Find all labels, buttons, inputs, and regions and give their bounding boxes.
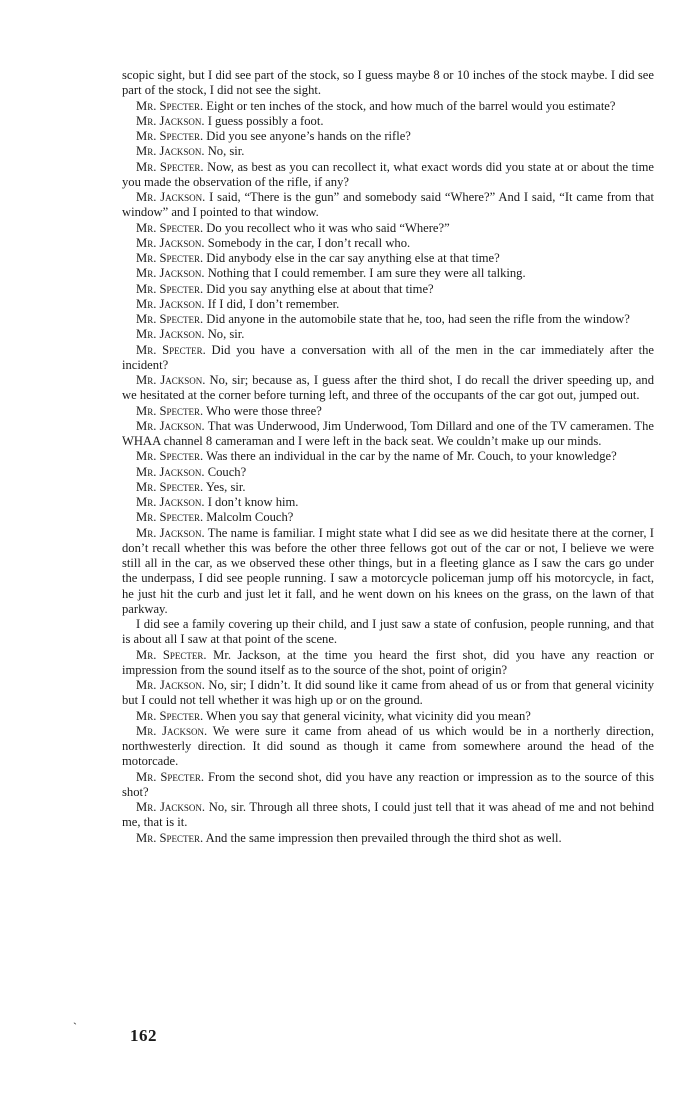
paragraph-text: Somebody in the car, I don’t recall who. xyxy=(204,235,411,250)
testimony-paragraph xyxy=(122,266,654,281)
speaker-name: Mr. Jackson. xyxy=(136,464,205,479)
speaker-name: Mr. Specter. xyxy=(136,251,204,265)
paragraph-text: And the same impression then prevailed through the third shot as well. xyxy=(203,830,562,845)
paragraph-text: Did you see anyone’s hands on the rifle? xyxy=(203,129,411,143)
speaker-name: Mr. Specter. xyxy=(136,769,204,784)
speaker-name: Mr. Jackson. xyxy=(136,266,205,281)
testimony-paragraph xyxy=(122,800,654,831)
testimony-paragraph xyxy=(122,236,654,251)
page-number: 162 xyxy=(130,1026,157,1045)
paragraph-text: No, sir; because as, I guess after the third shot, I do recall the driver speeding up, and we hesitated at the corner before turning left, and three of the occupants of the car got out, jumped out. xyxy=(122,373,654,403)
speaker-name: Mr. Jackson. xyxy=(136,113,205,128)
speaker-name: Mr. Jackson. xyxy=(136,296,205,311)
paragraph-text: Eight or ten inches of the stock, and how much of the barrel would you estimate? xyxy=(203,98,616,113)
testimony-paragraph xyxy=(122,770,654,801)
speaker-name: Mr. Specter. xyxy=(136,281,204,296)
paragraph-text: Now, as best as you can recollect it, what exact words did you state at or about the time you made the observation of the rifle, if any? xyxy=(122,159,654,189)
paragraph-text: Nothing that I could remember. I am sure they were all talking. xyxy=(204,266,526,281)
testimony-paragraph xyxy=(122,190,654,221)
speaker-name: Mr. Specter. xyxy=(136,449,204,464)
testimony-paragraph xyxy=(122,709,654,724)
paragraph-text: From the second shot, did you have any reaction or impression as to the source of this shot? xyxy=(122,769,654,799)
speaker-name: Mr. Jackson. xyxy=(136,678,205,692)
speaker-name: Mr. Specter. xyxy=(136,342,206,357)
speaker-name: Mr. Jackson. xyxy=(136,373,206,387)
testimony-paragraph xyxy=(122,419,654,450)
paragraph-text: We were sure it came from ahead of us which would be in a northerly direction, northwesterly direction. It did sound as though it came from somewhere around the head of the motorcade. xyxy=(122,723,654,769)
speaker-name: Mr. Specter. xyxy=(136,312,204,326)
testimony-paragraph xyxy=(122,617,654,648)
testimony-paragraph xyxy=(122,449,654,464)
paragraph-text: I guess possibly a foot. xyxy=(204,113,324,128)
paragraph-text: Did you have a conversation with all of the men in the car immediately after the incident? xyxy=(122,342,654,372)
speaker-name: Mr. Jackson. xyxy=(136,144,205,159)
testimony-paragraph xyxy=(122,465,654,480)
testimony-paragraph xyxy=(122,144,654,159)
paragraph-text: Mr. Jackson, at the time you heard the first shot, did you have any reaction or impression from the sound itself as to the source of the shot, point of origin? xyxy=(122,647,654,677)
testimony-paragraph xyxy=(122,678,654,709)
paragraph-text: Was there an individual in the car by the name of Mr. Couch, to your knowledge? xyxy=(203,449,617,464)
testimony-paragraph xyxy=(122,526,654,618)
testimony-paragraph xyxy=(122,510,654,525)
testimony-paragraph xyxy=(122,831,654,846)
speaker-name: Mr. Specter. xyxy=(136,129,204,143)
paragraph-text: The name is familiar. I might state what I did see as we did hesitate there at the corner, I don’t recall whether this was before the other three fellows got out of the car or not, I believe we were still all in the car, as we observed these other things, but in a fleeting glance as I saw the cars go under the underpass, I did see people running. I saw a motorcycle policeman jump off his motorcycle, in fact, he just hit the curb and just let it fall, and he went down on his knees on the grass, on the lawn of that parkway. xyxy=(122,525,654,616)
paragraph-text: No, sir; I didn’t. It did sound like it came from ahead of us or from that general vicinity but I could not tell whether it was high up or on the ground. xyxy=(122,678,654,708)
testimony-paragraph xyxy=(122,343,654,374)
testimony-paragraph xyxy=(122,297,654,312)
speaker-name: Mr. Jackson. xyxy=(136,723,208,738)
paragraph-text: I did see a family covering up their child, and I just saw a state of confusion, people running, and that is about all I saw at that point of the scene. xyxy=(122,617,654,647)
testimony-paragraph xyxy=(122,327,654,342)
speaker-name: Mr. Specter. xyxy=(136,403,204,418)
paragraph-text: No, sir. Through all three shots, I could just tell that it was ahead of me and not behind me, that is it. xyxy=(122,800,654,830)
speaker-name: Mr. Jackson. xyxy=(136,327,205,342)
speaker-name: Mr. Jackson. xyxy=(136,495,205,509)
testimony-paragraph xyxy=(122,648,654,679)
paragraph-text: I said, “There is the gun” and somebody said “Where?” And I said, “It came from that window” and I pointed to that window. xyxy=(122,190,654,220)
paragraph-text: Do you recollect who it was who said “Where?” xyxy=(203,220,450,235)
paragraph-text: Couch? xyxy=(204,464,247,479)
speaker-name: Mr. Jackson. xyxy=(136,525,205,540)
paragraph-text: I don’t know him. xyxy=(204,495,299,509)
paragraph-text: Malcolm Couch? xyxy=(203,510,294,525)
speaker-name: Mr. Jackson. xyxy=(136,190,206,204)
testimony-paragraph xyxy=(122,68,654,99)
margin-mark: ` xyxy=(73,1020,77,1034)
speaker-name: Mr. Jackson. xyxy=(136,418,205,433)
paragraph-text: scopic sight, but I did see part of the stock, so I guess maybe 8 or 10 inches of the stock maybe. I did see part of the stock, I did not see the sight. xyxy=(122,68,654,98)
testimony-paragraph xyxy=(122,373,654,404)
testimony-paragraph xyxy=(122,251,654,266)
speaker-name: Mr. Specter. xyxy=(136,479,204,494)
testimony-paragraph xyxy=(122,312,654,327)
speaker-name: Mr. Specter. xyxy=(136,830,204,845)
testimony-paragraph xyxy=(122,480,654,495)
testimony-paragraph xyxy=(122,160,654,191)
testimony-paragraph xyxy=(122,129,654,144)
paragraph-text: That was Underwood, Jim Underwood, Tom Dillard and one of the TV cameramen. The WHAA channel 8 cameraman and I were left in the back seat. We couldn’t make up our minds. xyxy=(122,418,654,448)
paragraph-text: Yes, sir. xyxy=(203,479,246,494)
paragraph-text: If I did, I don’t remember. xyxy=(204,296,340,311)
document-page xyxy=(122,68,654,1058)
paragraph-text: Did anyone in the automobile state that he, too, had seen the rifle from the window? xyxy=(203,312,630,326)
testimony-paragraph xyxy=(122,221,654,236)
speaker-name: Mr. Specter. xyxy=(136,647,207,662)
speaker-name: Mr. Specter. xyxy=(136,708,204,723)
paragraph-text: No, sir. xyxy=(204,327,245,342)
paragraph-text: No, sir. xyxy=(204,144,245,159)
testimony-paragraph xyxy=(122,404,654,419)
speaker-name: Mr. Jackson. xyxy=(136,800,206,814)
speaker-name: Mr. Specter. xyxy=(136,159,204,174)
speaker-name: Mr. Jackson. xyxy=(136,235,205,250)
speaker-name: Mr. Specter. xyxy=(136,220,204,235)
testimony-paragraph xyxy=(122,99,654,114)
testimony-text xyxy=(122,68,654,846)
paragraph-text: Did anybody else in the car say anything else at that time? xyxy=(203,251,500,265)
paragraph-text: Who were those three? xyxy=(203,403,322,418)
testimony-paragraph xyxy=(122,495,654,510)
testimony-paragraph xyxy=(122,282,654,297)
testimony-paragraph xyxy=(122,114,654,129)
speaker-name: Mr. Specter. xyxy=(136,98,204,113)
paragraph-text: Did you say anything else at about that time? xyxy=(203,281,434,296)
paragraph-text: When you say that general vicinity, what vicinity did you mean? xyxy=(203,708,531,723)
testimony-paragraph xyxy=(122,724,654,770)
speaker-name: Mr. Specter. xyxy=(136,510,204,525)
